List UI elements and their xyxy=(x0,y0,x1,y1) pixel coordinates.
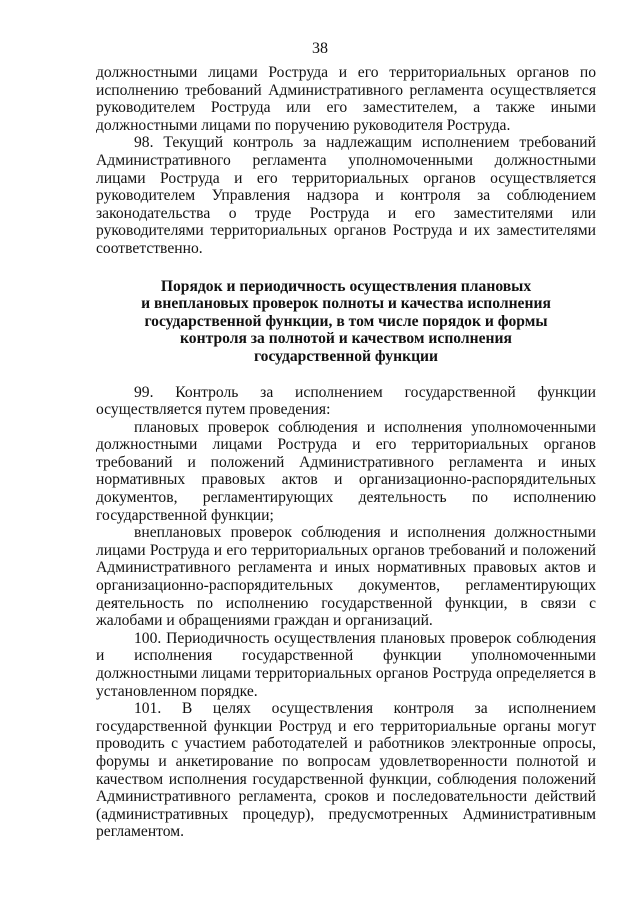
section-heading-line: и внеплановых проверок полноты и качества исполнения xyxy=(141,295,551,313)
paragraph-99: 99. Контроль за исполнением государственной функции осуществляется путем проведения: xyxy=(96,383,596,419)
document-body xyxy=(96,64,596,841)
paragraph-planned-checks: плановых проверок соблюдения и исполнения уполномоченными должностными лицами Роструда и его территориальных органов требований и положений Административного регламента и иных нормативных правовых актов и организационно-распорядительных документов, регламентирующих деятельность по исполнению государственной функции; xyxy=(96,418,596,524)
section-heading-line: государственной функции, в том числе порядок и формы xyxy=(144,312,548,330)
paragraph-98: 98. Текущий контроль за надлежащим исполнением требований Административного регламента уполномоченными должностными лицами Роструда и его территориальных органов осуществляется руководителем Управления надзора и контроля за соблюдением законодательства о труде Роструда и его заместителями или руководителями территориальных органов Роструда и их заместителями соответственно. xyxy=(96,134,596,257)
section-heading-line: Порядок и периодичность осуществления плановых xyxy=(160,277,532,295)
paragraph-unplanned-checks: внеплановых проверок соблюдения и исполнения должностными лицами Роструда и его территориальных органов требований и положений Административного регламента и иных нормативных правовых актов и организационно-распорядительных документов, регламентирующих деятельность по исполнению государственной функции, в связи с жалобами и обращениями граждан и организаций. xyxy=(96,524,596,630)
section-heading xyxy=(116,278,576,366)
section-heading-line: государственной функции xyxy=(253,347,439,365)
paragraph-101: 101. В целях осуществления контроля за исполнением государственной функции Роструд и его территориальные органы могут проводить с участием работодателей и работников электронные опросы, форумы и анкетирование по вопросам удовлетворенности полнотой и качеством исполнения государственной функции, соблюдения положений Административного регламента, сроков и последовательности действий (административных процедур), предусмотренных Административным регламентом. xyxy=(96,700,596,841)
paragraph-100: 100. Периодичность осуществления плановых проверок соблюдения и исполнения государственной функции уполномоченными должностными лицами территориальных органов Роструда определяется в установленном порядке. xyxy=(96,629,596,700)
paragraph-continuation: должностными лицами Роструда и его территориальных органов по исполнению требований Административного регламента осуществляется руководителем Роструда или его заместителем, а также иными должностными лицами по поручению руководителя Роструда. xyxy=(96,64,596,134)
page-number: 38 xyxy=(312,40,328,57)
section-heading-line: контроля за полнотой и качеством исполнения xyxy=(180,330,512,348)
